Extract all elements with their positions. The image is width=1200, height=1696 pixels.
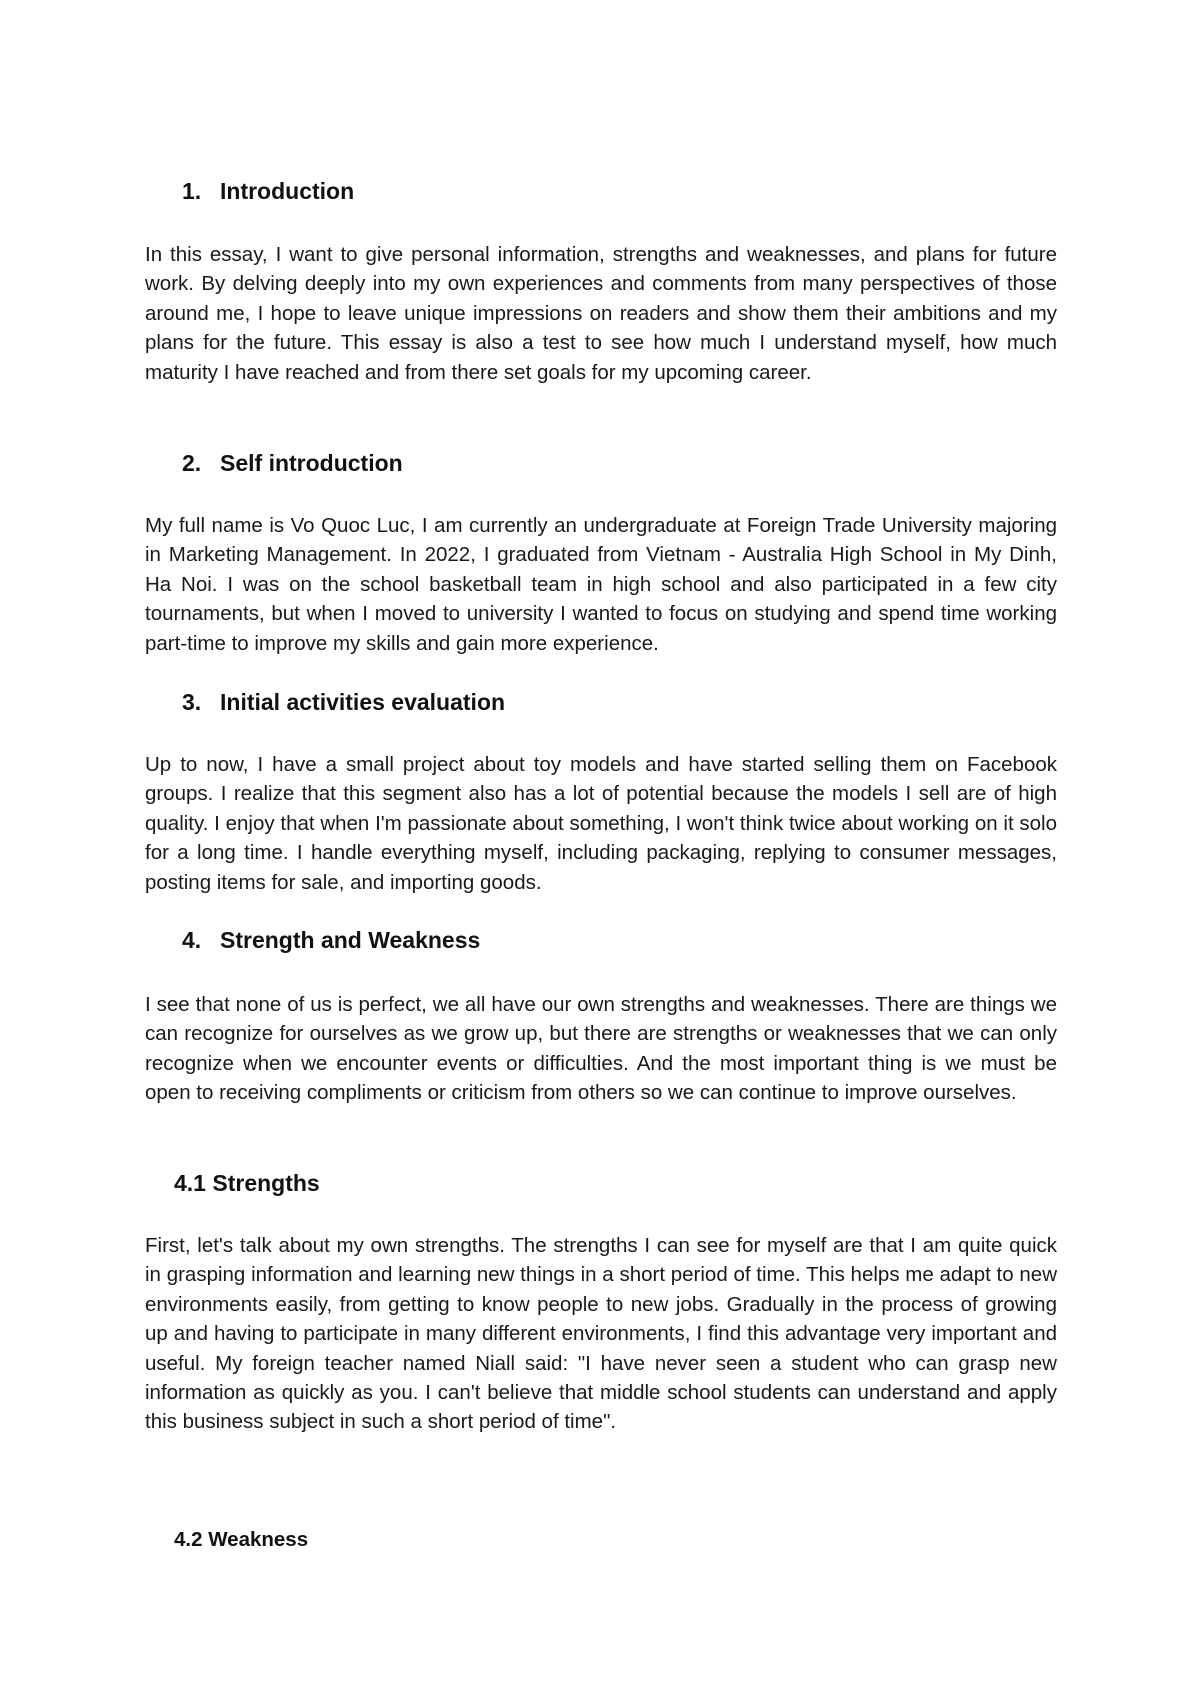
- section-heading-introduction: [182, 176, 354, 206]
- subsection-heading-strengths: 4.1 Strengths: [174, 1170, 320, 1196]
- subsection-paragraph-strengths: First, let's talk about my own strengths. The strengths I can see for myself are that I am quite quick in grasping information and learning new things in a short period of time. This helps me adapt to new environments easily, from getting to know people to new jobs. Gradually in the process of growing up and having to participate in many different environments, I find this advantage very important and useful. My foreign teacher named Niall said: "I have never seen a student who can grasp new information as quickly as you. I can't believe that middle school students can understand and apply this business subject in such a short period of time".: [145, 1234, 1057, 1434]
- section-title: Strength and Weakness: [220, 927, 481, 953]
- section-paragraph-strength-weakness: I see that none of us is perfect, we all have our own strengths and weaknesses. There are things we can recognize for ourselves as we grow up, but there are strengths or weaknesses that we can only recognize when we encounter events or difficulties. And the most important thing is we must be open to receiving compliments or criticism from others so we can continue to improve ourselves.: [145, 993, 1057, 1105]
- section-number: 3.: [182, 689, 202, 715]
- section-title: Initial activities evaluation: [220, 689, 506, 715]
- section-title: Introduction: [220, 178, 355, 204]
- section-number: 2.: [182, 450, 202, 476]
- section-heading-strength-weakness: [182, 925, 480, 955]
- section-number: 1.: [182, 178, 202, 204]
- subsection-heading-weakness: 4.2 Weakness: [174, 1528, 309, 1551]
- section-heading-initial-activities: [182, 687, 505, 717]
- section-paragraph-initial-activities: Up to now, I have a small project about toy models and have started selling them on Facebook groups. I realize that this segment also has a lot of potential because the models I sell are of high quality. I enjoy that when I'm passionate about something, I won't think twice about working on it solo for a long time. I handle everything myself, including packaging, replying to consumer messages, posting items for sale, and importing goods.: [145, 753, 1057, 894]
- section-number: 4.: [182, 927, 202, 953]
- section-paragraph-introduction: In this essay, I want to give personal information, strengths and weaknesses, and plans for future work. By delving deeply into my own experiences and comments from many perspectives of those around me, I hope to leave unique impressions on readers and show them their ambitions and my plans for the future. This essay is also a test to see how much I understand myself, how much maturity I have reached and from there set goals for my upcoming career.: [145, 243, 1057, 384]
- section-heading-self-introduction: [182, 448, 403, 478]
- section-paragraph-self-introduction: My full name is Vo Quoc Luc, I am currently an undergraduate at Foreign Trade University majoring in Marketing Management. In 2022, I graduated from Vietnam - Australia High School in My Dinh, Ha Noi. I was on the school basketball team in high school and also participated in a few city tournaments, but when I moved to university I wanted to focus on studying and spend time working part-time to improve my skills and gain more experience.: [145, 514, 1057, 655]
- section-title: Self introduction: [220, 450, 403, 476]
